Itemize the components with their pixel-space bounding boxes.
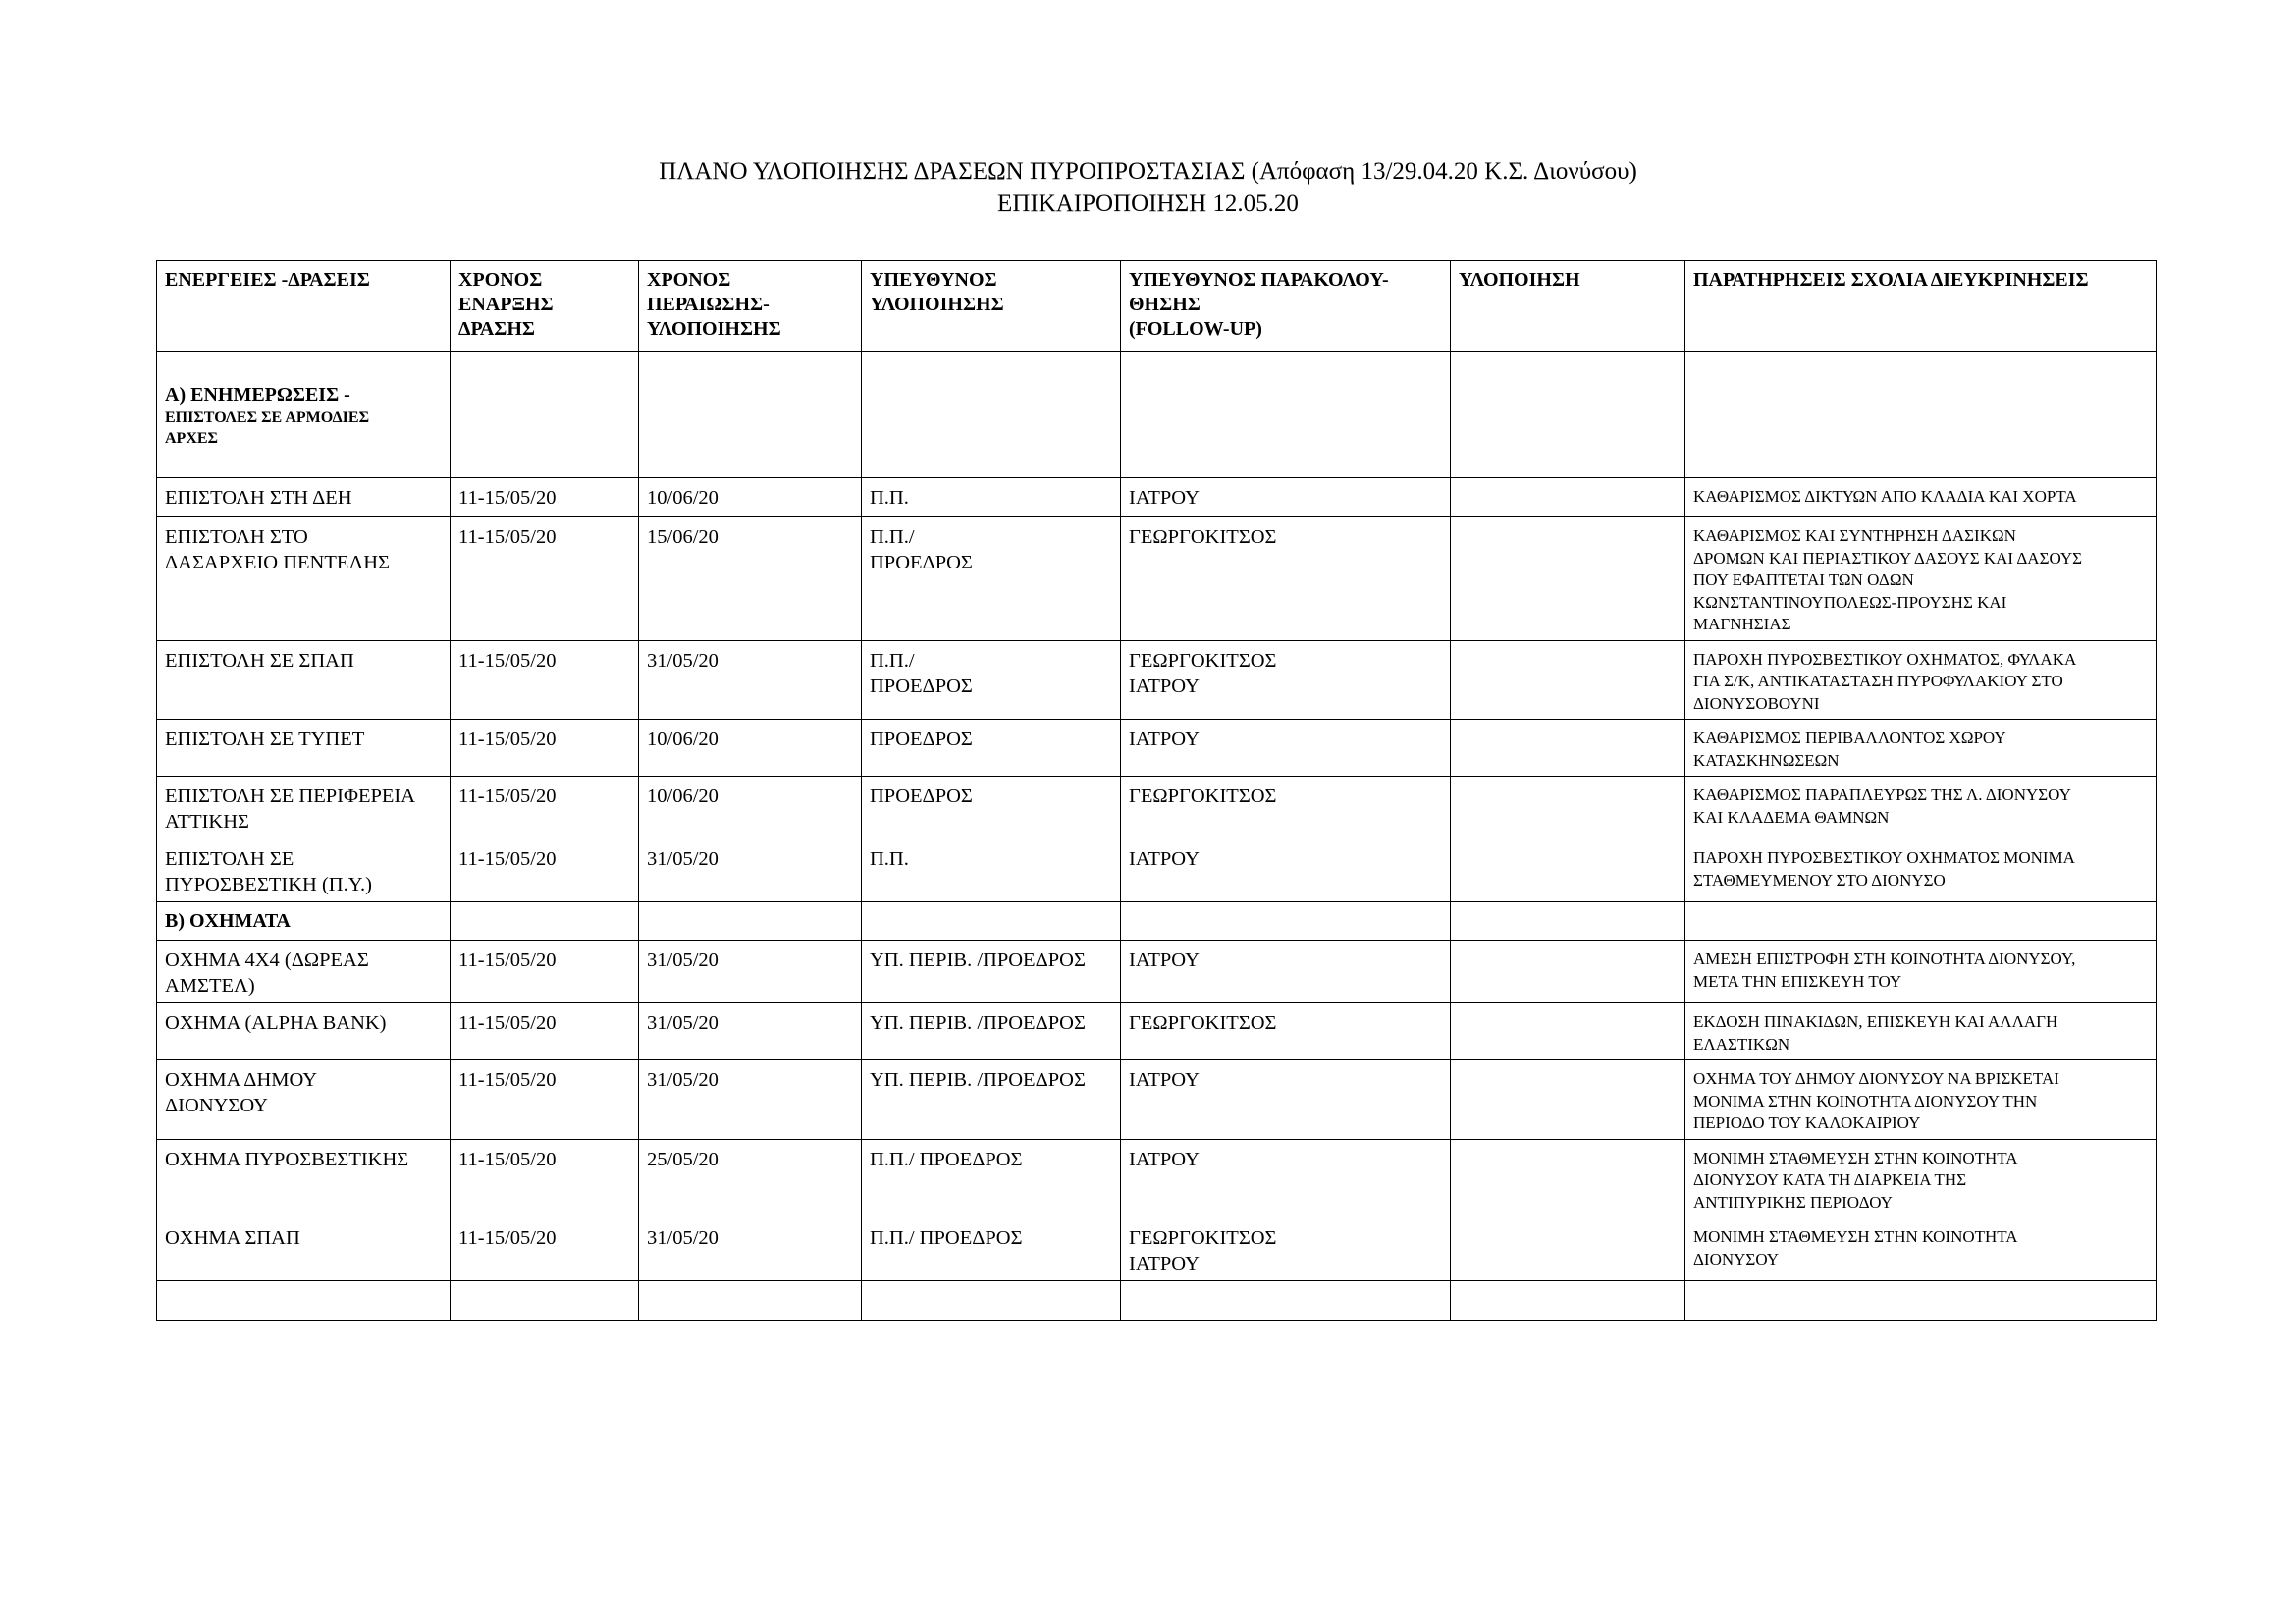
followup-cell: ΓΕΩΡΓΟΚΙΤΣΟΣ bbox=[1121, 777, 1451, 839]
header-followup: ΥΠΕΥΘΥΝΟΣ ΠΑΡΑΚΟΛΟΥ- ΘΗΣΗΣ (FOLLOW-UP) bbox=[1121, 261, 1451, 352]
table-row bbox=[157, 839, 2157, 902]
end-time-cell: 15/06/20 bbox=[639, 517, 862, 641]
start-time-cell: 11-15/05/20 bbox=[451, 478, 639, 517]
empty-cell bbox=[1685, 352, 2157, 478]
start-time-cell: 11-15/05/20 bbox=[451, 839, 639, 902]
header-start-time: ΧΡΟΝΟΣ ΕΝΑΡΞΗΣ ΔΡΑΣΗΣ bbox=[451, 261, 639, 352]
table-row bbox=[157, 1003, 2157, 1060]
action-cell: ΕΠΙΣΤΟΛΗ ΣΤΗ ΔΕΗ bbox=[157, 478, 451, 517]
section-a-row bbox=[157, 352, 2157, 478]
responsible-cell: Π.Π./ ΠΡΟΕΔΡΟΣ bbox=[862, 640, 1121, 720]
empty-cell bbox=[639, 1281, 862, 1321]
end-time-cell: 25/05/20 bbox=[639, 1139, 862, 1218]
implementation-cell bbox=[1451, 1139, 1685, 1218]
implementation-cell bbox=[1451, 1003, 1685, 1060]
followup-cell: ΙΑΤΡΟΥ bbox=[1121, 478, 1451, 517]
start-time-cell: 11-15/05/20 bbox=[451, 1218, 639, 1281]
header-implementation: ΥΛΟΠΟΙΗΣΗ bbox=[1451, 261, 1685, 352]
table-row bbox=[157, 720, 2157, 777]
implementation-cell bbox=[1451, 478, 1685, 517]
implementation-cell bbox=[1451, 517, 1685, 641]
header-end-time: ΧΡΟΝΟΣ ΠΕΡΑΙΩΣΗΣ- ΥΛΟΠΟΙΗΣΗΣ bbox=[639, 261, 862, 352]
followup-cell: ΙΑΤΡΟΥ bbox=[1121, 839, 1451, 902]
remarks-cell: ΚΑΘΑΡΙΣΜΟΣ ΚΑΙ ΣΥΝΤΗΡΗΣΗ ΔΑΣΙΚΩΝ ΔΡΟΜΩΝ ΚΑΙ ΠΕΡΙΑΣΤΙΚΟΥ ΔΑΣΟΥΣ ΚΑΙ ΔΑΣΟΥΣ ΠΟΥ ΕΦΑΠΤΕΤΑΙ ΤΩΝ ΟΔΩΝ ΚΩΝΣΤΑΝΤΙΝΟΥΠΟΛΕΩΣ-ΠΡΟΥΣΗΣ ΚΑΙ ΜΑΓΝΗΣΙΑΣ bbox=[1685, 517, 2157, 641]
end-time-cell: 10/06/20 bbox=[639, 777, 862, 839]
remarks-cell: ΜΟΝΙΜΗ ΣΤΑΘΜΕΥΣΗ ΣΤΗΝ ΚΟΙΝΟΤΗΤΑ ΔΙΟΝΥΣΟΥ ΚΑΤΑ ΤΗ ΔΙΑΡΚΕΙΑ ΤΗΣ ΑΝΤΙΠΥΡΙΚΗΣ ΠΕΡΙΟΔΟΥ bbox=[1685, 1139, 2157, 1218]
empty-cell bbox=[1451, 1281, 1685, 1321]
action-cell: ΕΠΙΣΤΟΛΗ ΣΕ ΤΥΠΕΤ bbox=[157, 720, 451, 777]
empty-cell bbox=[1121, 1281, 1451, 1321]
responsible-cell: ΠΡΟΕΔΡΟΣ bbox=[862, 777, 1121, 839]
empty-cell bbox=[862, 1281, 1121, 1321]
section-a-title bbox=[157, 352, 451, 478]
implementation-cell bbox=[1451, 941, 1685, 1003]
implementation-cell bbox=[1451, 640, 1685, 720]
end-time-cell: 31/05/20 bbox=[639, 941, 862, 1003]
table-row bbox=[157, 478, 2157, 517]
followup-cell: ΓΕΩΡΓΟΚΙΤΣΟΣ ΙΑΤΡΟΥ bbox=[1121, 640, 1451, 720]
responsible-cell: ΠΡΟΕΔΡΟΣ bbox=[862, 720, 1121, 777]
start-time-cell: 11-15/05/20 bbox=[451, 1139, 639, 1218]
end-time-cell: 31/05/20 bbox=[639, 839, 862, 902]
start-time-cell: 11-15/05/20 bbox=[451, 720, 639, 777]
empty-cell bbox=[639, 352, 862, 478]
end-time-cell: 31/05/20 bbox=[639, 1218, 862, 1281]
responsible-cell: Π.Π./ ΠΡΟΕΔΡΟΣ bbox=[862, 1218, 1121, 1281]
remarks-cell: ΕΚΔΟΣΗ ΠΙΝΑΚΙΔΩΝ, ΕΠΙΣΚΕΥΗ ΚΑΙ ΑΛΛΑΓΗ ΕΛΑΣΤΙΚΩΝ bbox=[1685, 1003, 2157, 1060]
empty-row bbox=[157, 1281, 2157, 1321]
responsible-cell: ΥΠ. ΠΕΡΙΒ. /ΠΡΟΕΔΡΟΣ bbox=[862, 1060, 1121, 1140]
remarks-cell: ΚΑΘΑΡΙΣΜΟΣ ΠΑΡΑΠΛΕΥΡΩΣ ΤΗΣ Λ. ΔΙΟΝΥΣΟΥ ΚΑΙ ΚΛΑΔΕΜΑ ΘΑΜΝΩΝ bbox=[1685, 777, 2157, 839]
start-time-cell: 11-15/05/20 bbox=[451, 1003, 639, 1060]
action-cell: ΟΧΗΜΑ ΔΗΜΟΥ ΔΙΟΝΥΣΟΥ bbox=[157, 1060, 451, 1140]
responsible-cell: Π.Π. bbox=[862, 478, 1121, 517]
table-row bbox=[157, 640, 2157, 720]
section-b-title: Β) ΟΧΗΜΑΤΑ bbox=[157, 902, 451, 941]
responsible-cell: Π.Π./ ΠΡΟΕΔΡΟΣ bbox=[862, 1139, 1121, 1218]
start-time-cell: 11-15/05/20 bbox=[451, 941, 639, 1003]
implementation-cell bbox=[1451, 1218, 1685, 1281]
table-row bbox=[157, 1139, 2157, 1218]
action-cell: ΕΠΙΣΤΟΛΗ ΣΕ ΣΠΑΠ bbox=[157, 640, 451, 720]
end-time-cell: 31/05/20 bbox=[639, 1003, 862, 1060]
start-time-cell: 11-15/05/20 bbox=[451, 640, 639, 720]
implementation-cell bbox=[1451, 1060, 1685, 1140]
end-time-cell: 31/05/20 bbox=[639, 640, 862, 720]
header-row bbox=[157, 261, 2157, 352]
table-row bbox=[157, 941, 2157, 1003]
implementation-cell bbox=[1451, 777, 1685, 839]
end-time-cell: 10/06/20 bbox=[639, 720, 862, 777]
start-time-cell: 11-15/05/20 bbox=[451, 777, 639, 839]
table-row bbox=[157, 1060, 2157, 1140]
empty-cell bbox=[451, 352, 639, 478]
empty-cell bbox=[1121, 902, 1451, 941]
table-row bbox=[157, 1218, 2157, 1281]
responsible-cell: Π.Π. bbox=[862, 839, 1121, 902]
responsible-cell: ΥΠ. ΠΕΡΙΒ. /ΠΡΟΕΔΡΟΣ bbox=[862, 1003, 1121, 1060]
followup-cell: ΓΕΩΡΓΟΚΙΤΣΟΣ ΙΑΤΡΟΥ bbox=[1121, 1218, 1451, 1281]
followup-cell: ΙΑΤΡΟΥ bbox=[1121, 1060, 1451, 1140]
action-cell: ΕΠΙΣΤΟΛΗ ΣΤΟ ΔΑΣΑΡΧΕΙΟ ΠΕΝΤΕΛΗΣ bbox=[157, 517, 451, 641]
followup-cell: ΙΑΤΡΟΥ bbox=[1121, 720, 1451, 777]
followup-cell: ΓΕΩΡΓΟΚΙΤΣΟΣ bbox=[1121, 517, 1451, 641]
header-actions: ΕΝΕΡΓΕΙΕΣ -ΔΡΑΣΕΙΣ bbox=[157, 261, 451, 352]
empty-cell bbox=[451, 1281, 639, 1321]
followup-cell: ΓΕΩΡΓΟΚΙΤΣΟΣ bbox=[1121, 1003, 1451, 1060]
table-row bbox=[157, 517, 2157, 641]
remarks-cell: ΟΧΗΜΑ ΤΟΥ ΔΗΜΟΥ ΔΙΟΝΥΣΟΥ ΝΑ ΒΡΙΣΚΕΤΑΙ ΜΟΝΙΜΑ ΣΤΗΝ ΚΟΙΝΟΤΗΤΑ ΔΙΟΝΥΣΟΥ ΤΗΝ ΠΕΡΙΟΔΟ ΤΟΥ ΚΑΛΟΚΑΙΡΙΟΥ bbox=[1685, 1060, 2157, 1140]
action-cell: ΟΧΗΜΑ ΣΠΑΠ bbox=[157, 1218, 451, 1281]
remarks-cell: ΠΑΡΟΧΗ ΠΥΡΟΣΒΕΣΤΙΚΟΥ ΟΧΗΜΑΤΟΣ, ΦΥΛΑΚΑ ΓΙΑ Σ/Κ, ΑΝΤΙΚΑΤΑΣΤΑΣΗ ΠΥΡΟΦΥΛΑΚΙΟΥ ΣΤΟ ΔΙΟΝΥΣΟΒΟΥΝΙ bbox=[1685, 640, 2157, 720]
fire-protection-plan-table bbox=[156, 260, 2157, 1321]
document-title bbox=[0, 155, 2296, 220]
followup-cell: ΙΑΤΡΟΥ bbox=[1121, 941, 1451, 1003]
empty-cell bbox=[862, 352, 1121, 478]
action-cell: ΕΠΙΣΤΟΛΗ ΣΕ ΠΥΡΟΣΒΕΣΤΙΚΗ (Π.Υ.) bbox=[157, 839, 451, 902]
section-a-label: Α) ΕΝΗΜΕΡΩΣΕΙΣ - bbox=[165, 384, 350, 406]
section-b-row bbox=[157, 902, 2157, 941]
end-time-cell: 31/05/20 bbox=[639, 1060, 862, 1140]
empty-cell bbox=[1451, 352, 1685, 478]
implementation-cell bbox=[1451, 839, 1685, 902]
action-cell: ΕΠΙΣΤΟΛΗ ΣΕ ΠΕΡΙΦΕΡΕΙΑ ΑΤΤΙΚΗΣ bbox=[157, 777, 451, 839]
title-line-2: ΕΠΙΚΑΙΡΟΠΟΙΗΣΗ 12.05.20 bbox=[997, 190, 1299, 217]
end-time-cell: 10/06/20 bbox=[639, 478, 862, 517]
empty-cell bbox=[1685, 1281, 2157, 1321]
action-cell: ΟΧΗΜΑ 4Χ4 (ΔΩΡΕΑΣ ΑΜΣΤΕΛ) bbox=[157, 941, 451, 1003]
remarks-cell: ΠΑΡΟΧΗ ΠΥΡΟΣΒΕΣΤΙΚΟΥ ΟΧΗΜΑΤΟΣ ΜΟΝΙΜΑ ΣΤΑΘΜΕΥΜΕΝΟΥ ΣΤΟ ΔΙΟΝΥΣΟ bbox=[1685, 839, 2157, 902]
remarks-cell: ΜΟΝΙΜΗ ΣΤΑΘΜΕΥΣΗ ΣΤΗΝ ΚΟΙΝΟΤΗΤΑ ΔΙΟΝΥΣΟΥ bbox=[1685, 1218, 2157, 1281]
followup-cell: ΙΑΤΡΟΥ bbox=[1121, 1139, 1451, 1218]
start-time-cell: 11-15/05/20 bbox=[451, 517, 639, 641]
remarks-cell: ΑΜΕΣΗ ΕΠΙΣΤΡΟΦΗ ΣΤΗ ΚΟΙΝΟΤΗΤΑ ΔΙΟΝΥΣΟΥ, ΜΕΤΑ ΤΗΝ ΕΠΙΣΚΕΥΗ ΤΟΥ bbox=[1685, 941, 2157, 1003]
title-line-1: ΠΛΑΝΟ ΥΛΟΠΟΙΗΣΗΣ ΔΡΑΣΕΩΝ ΠΥΡΟΠΡΟΣΤΑΣΙΑΣ (Απόφαση 13/29.04.20 Κ.Σ. Διονύσου) bbox=[659, 158, 1637, 185]
remarks-cell: ΚΑΘΑΡΙΣΜΟΣ ΔΙΚΤΥΩΝ ΑΠΟ ΚΛΑΔΙΑ ΚΑΙ ΧΟΡΤΑ bbox=[1685, 478, 2157, 517]
empty-cell bbox=[157, 1281, 451, 1321]
empty-cell bbox=[451, 902, 639, 941]
responsible-cell: Π.Π./ ΠΡΟΕΔΡΟΣ bbox=[862, 517, 1121, 641]
empty-cell bbox=[1685, 902, 2157, 941]
responsible-cell: ΥΠ. ΠΕΡΙΒ. /ΠΡΟΕΔΡΟΣ bbox=[862, 941, 1121, 1003]
header-responsible: ΥΠΕΥΘΥΝΟΣ ΥΛΟΠΟΙΗΣΗΣ bbox=[862, 261, 1121, 352]
section-a-sublabel: ΕΠΙΣΤΟΛΕΣ ΣΕ ΑΡΜΟΔΙΕΣ ΑΡΧΕΣ bbox=[165, 409, 370, 447]
action-cell: ΟΧΗΜΑ (ALPHA BANK) bbox=[157, 1003, 451, 1060]
start-time-cell: 11-15/05/20 bbox=[451, 1060, 639, 1140]
empty-cell bbox=[639, 902, 862, 941]
empty-cell bbox=[1451, 902, 1685, 941]
table-row bbox=[157, 777, 2157, 839]
remarks-cell: ΚΑΘΑΡΙΣΜΟΣ ΠΕΡΙΒΑΛΛΟΝΤΟΣ ΧΩΡΟΥ ΚΑΤΑΣΚΗΝΩΣΕΩΝ bbox=[1685, 720, 2157, 777]
header-remarks: ΠΑΡΑΤΗΡΗΣΕΙΣ ΣΧΟΛΙΑ ΔΙΕΥΚΡΙΝΗΣΕΙΣ bbox=[1685, 261, 2157, 352]
implementation-cell bbox=[1451, 720, 1685, 777]
empty-cell bbox=[1121, 352, 1451, 478]
empty-cell bbox=[862, 902, 1121, 941]
action-cell: ΟΧΗΜΑ ΠΥΡΟΣΒΕΣΤΙΚΗΣ bbox=[157, 1139, 451, 1218]
